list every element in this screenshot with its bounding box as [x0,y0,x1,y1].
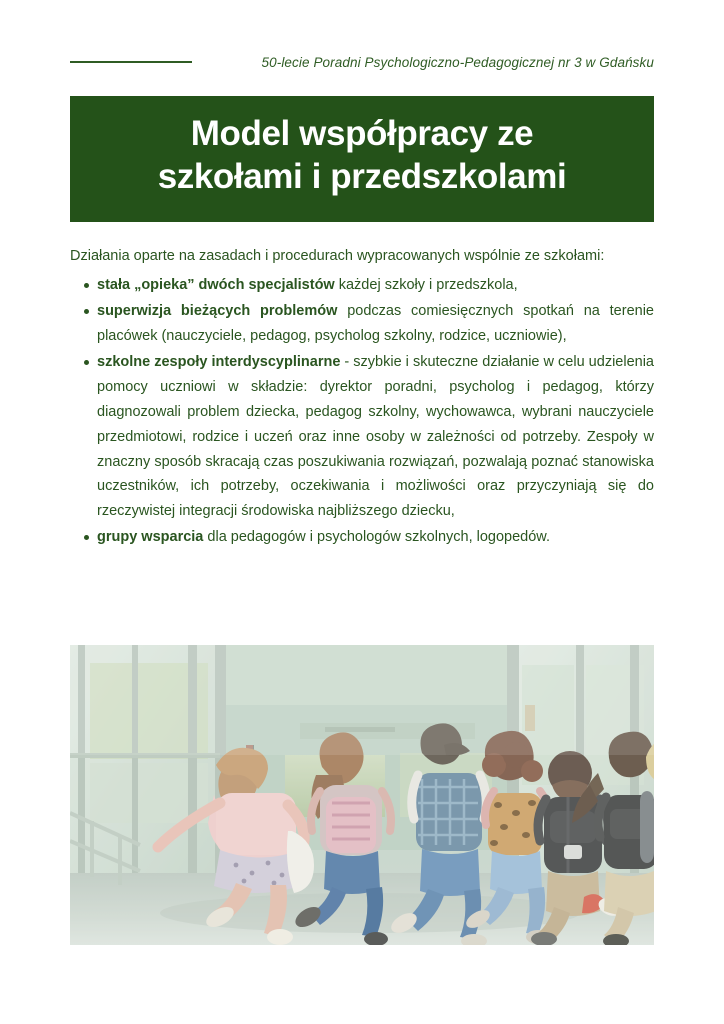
body-content [70,244,654,551]
list-item [70,299,654,349]
header-rule-line [70,61,192,63]
document-header [70,48,654,76]
list-item [70,525,654,550]
bullet-list [70,273,654,550]
list-item-lead: superwizja bieżących problemów [97,302,338,319]
list-item-lead: grupy wsparcia [97,529,204,546]
intro-paragraph: Działania oparte na zasadach i procedurach wypracowanych wspólnie ze szkołami: [70,248,605,264]
running-title: 50-lecie Poradni Psychologiczno-Pedagogicznej nr 3 w Gdańsku [261,54,654,70]
list-item [70,273,654,298]
page-title-line-1: Model współpracy ze [190,114,534,154]
page-title-line-2: szkołami i przedszkolami [157,157,567,196]
list-item [70,350,654,525]
list-item-lead: szkolne zespoły interdyscyplinarne [97,353,341,370]
list-item-rest: dla pedagogów i psychologów szkolnych, logopedów. [203,529,550,546]
school-children-photo [70,645,654,945]
list-item-rest: każdej szkoły i przedszkola, [334,276,518,293]
list-item-lead: stała „opieka” dwóch specjalistów [97,276,335,293]
list-item-rest: podczas comiesięcznych spotkań na terenie placówek (nauczyciele, pedagog, psycholog szkolny, rodzice, uczniowie), [97,302,654,344]
list-item-rest: - szybkie i skuteczne działanie w celu udzielenia pomocy uczniowi w składzie: dyrektor poradni, psycholog i pedagog, którzy diagnozowali problem dziecka, pedagog szkolny, wychowawca, wybrani nauczyciele przedmiotowi, rodzice i uczeń oraz inne osoby w zależności od potrzeby. Zespoły w znaczny sposób skracają czas poszukiwania rozwiązań, pozwalają poznać stanowiska uczestników, ich potrzeby, oczekiwania i możliwości oraz przyczyniają się do rzeczywistej integracji środowiska najbliższego dziecku, [97,353,654,520]
title-banner [70,96,654,222]
